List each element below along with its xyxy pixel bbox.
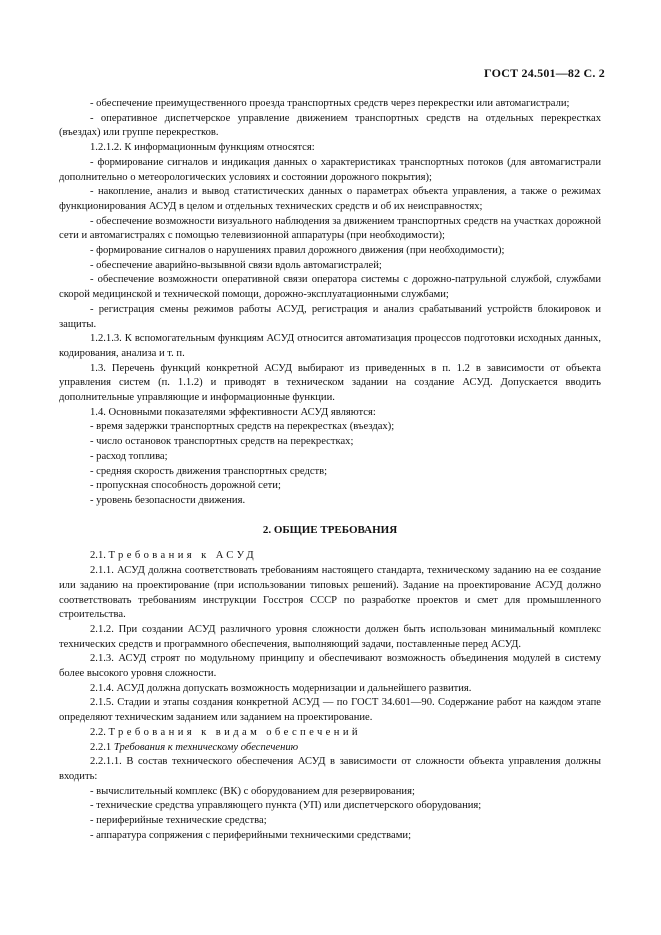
subsection-title — [59, 726, 601, 741]
list-item: - периферийные технические средства; — [90, 815, 267, 827]
list-item: - пропускная способность дорожной сети; — [90, 480, 281, 492]
list-item: - средняя скорость движения транспортных средств; — [90, 465, 328, 477]
list-item: - технические средства управляющего пункта (УП) или диспетчерского оборудования; — [90, 800, 482, 812]
paragraph: 2.2.1.1. В состав технического обеспечения АСУД в зависимости от сложности объекта управления должны входить: — [59, 756, 601, 782]
paragraph: 1.4. Основными показателями эффективности АСУД являются: — [90, 406, 376, 418]
page-header: ГОСТ 24.501—82 С. 2 — [484, 66, 605, 80]
paragraph: 2.1.4. АСУД должна допускать возможность модернизации и дальнейшего развития. — [90, 682, 472, 694]
list-item: - время задержки транспортных средств на перекрестках (въездах); — [90, 421, 395, 433]
paragraph: - обеспечение преимущественного проезда транспортных средств через перекрестки или автомагистрали; — [90, 98, 570, 109]
paragraph: 1.3. Перечень функций конкретной АСУД выбирают из приведенных в п. 1.2 в зависимости от объекта управления систем (п. 1.1.2) и приводят в техническом задании на создание АСУД. Допускается вводить дополнительные управляющие и информационные функции. — [59, 362, 601, 404]
paragraph: 2.1.3. АСУД строят по модульному принципу и обеспечивают возможность объединения модулей в систему более высокого уровня сложности. — [59, 653, 601, 680]
paragraph: 2.1.1. АСУД должна соответствовать требованиям настоящего стандарта, техническому заданию на ее создание или заданию на проектирование (при использовании типовых решений). Задание на проектирование АСУД должно соответствовать требованиям инструкции Госстроя СССР по разработке проектов и смет для промышленного строительства. — [59, 565, 601, 621]
section-heading: 2. ОБЩИЕ ТРЕБОВАНИЯ — [262, 523, 398, 536]
paragraph: 1.2.1.2. К информационным функциям относятся: — [90, 142, 315, 154]
paragraph: - обеспечение возможности визуального наблюдения за движением транспортных средств на участках дорожной сети и автомагистралях с помощью телевизионной аппаратуры (при необходимости); — [59, 215, 601, 242]
subsection-title — [59, 549, 601, 564]
subsection-number: 2.2. — [90, 726, 106, 738]
paragraph: - накопление, анализ и вывод статистических данных о параметрах объекта управления, а также о режимах функционирования АСУД в целом и отдельных технических средств и об их неисправностях; — [59, 186, 601, 212]
paragraph: 1.2.1.3. К вспомогательным функциям АСУД относится автоматизация процессов подготовки исходных данных, кодирования, анализа и т. п. — [59, 333, 601, 359]
paragraph: 2.1.2. При создании АСУД различного уровня сложности должен быть использован минимальный комплекс технических средств и программного обеспечения, выполняющий задачи, поставленные перед АСУД. — [59, 623, 601, 650]
subsection-title-text: Требования к видам обеспечений — [108, 726, 361, 738]
list-item: - расход топлива; — [90, 450, 168, 462]
paragraph: - обеспечение возможности оперативной связи оператора системы с дорожно-патрульной службой, службами скорой медицинской и технической помощи, дорожно-эксплуатационными службами; — [59, 274, 601, 301]
paragraph: - регистрация смены режимов работы АСУД, регистрация и анализ срабатываний устройств блокировок и защиты. — [59, 303, 601, 330]
subsection-number: 2.1. — [90, 550, 106, 562]
document-body — [59, 97, 601, 843]
list-item: - вычислительный комплекс (ВК) с оборудованием для резервирования; — [90, 785, 415, 797]
paragraph: - формирование сигналов и индикация данных о характеристиках транспортных потоков (для автомагистрали дополнительно о метеорологических условиях и состоянии дорожного покрытия); — [59, 156, 601, 183]
paragraph: 2.1.5. Стадии и этапы создания конкретной АСУД — по ГОСТ 34.601—90. Содержание работ на каждом этапе определяют техническим заданием или заданием на проектирование. — [59, 697, 601, 724]
subsubsection-number: 2.2.1 — [90, 741, 112, 753]
paragraph: - формирование сигналов о нарушениях правил дорожного движения (при необходимости); — [90, 245, 505, 257]
paragraph: - оперативное диспетчерское управление движением транспортных средств на отдельных перекрестках (въездах) или группе перекрестков. — [59, 112, 601, 139]
list-item: - аппаратура сопряжения с периферийными техническими средствами; — [90, 829, 412, 841]
list-item: - число остановок транспортных средств на перекрестках; — [90, 436, 354, 448]
paragraph: - обеспечение аварийно-вызывной связи вдоль автомагистралей; — [90, 259, 382, 271]
subsubsection-title-text: Требования к техническому обеспечению — [113, 741, 299, 753]
subsubsection-title — [59, 741, 601, 756]
list-item: - уровень безопасности движения. — [90, 494, 246, 506]
subsection-title-text: Требования к АСУД — [108, 550, 258, 562]
